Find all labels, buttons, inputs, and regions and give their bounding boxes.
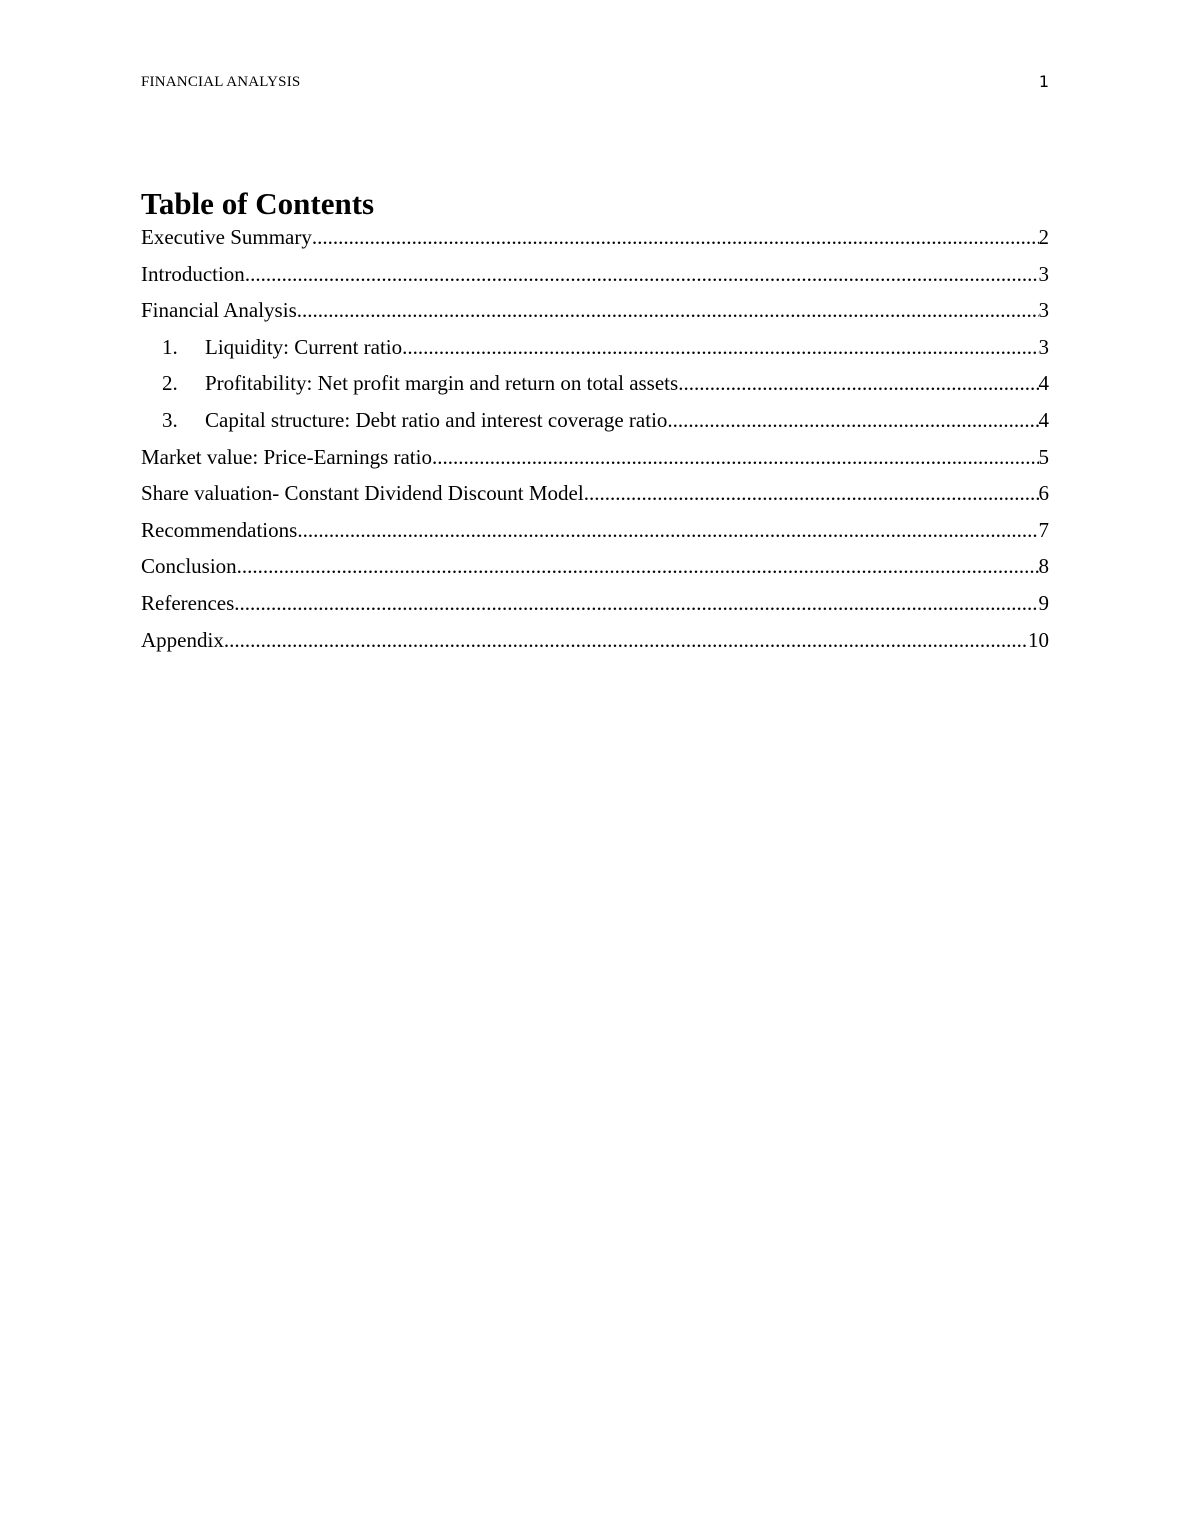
toc-entry-page: 4 <box>1038 371 1049 396</box>
toc-dot-leader <box>297 516 1038 544</box>
toc-entry-financial-analysis[interactable] <box>141 296 1049 333</box>
toc-entry-text: Profitability: Net profit margin and return on total assets <box>205 371 679 396</box>
toc-entry-number: 1. <box>162 334 178 359</box>
table-of-contents <box>141 223 1049 662</box>
toc-title: Table of Contents <box>141 186 375 221</box>
toc-entry-text: Capital structure: Debt ratio and interest coverage ratio <box>205 407 668 432</box>
toc-dot-leader <box>432 443 1039 471</box>
toc-entry-page: 10 <box>1028 627 1049 652</box>
running-head: FINANCIAL ANALYSIS <box>141 74 301 90</box>
toc-entry-page: 9 <box>1038 590 1049 615</box>
toc-entry-conclusion[interactable] <box>141 552 1049 589</box>
toc-dot-leader <box>312 223 1039 251</box>
toc-entry-page: 2 <box>1038 225 1049 249</box>
toc-dot-leader <box>234 589 1038 617</box>
toc-entry-market-value[interactable] <box>141 443 1049 480</box>
toc-dot-leader <box>584 479 1039 507</box>
toc-entry-page: 5 <box>1038 444 1049 469</box>
toc-entry-page: 7 <box>1038 517 1049 542</box>
toc-dot-leader <box>224 626 1028 654</box>
toc-entry-appendix[interactable] <box>141 626 1049 663</box>
toc-entry-text: Executive Summary <box>141 225 312 249</box>
toc-entry-page: 8 <box>1038 554 1049 579</box>
toc-dot-leader <box>237 552 1039 580</box>
toc-dot-leader <box>667 406 1038 434</box>
page-number: 1 <box>1038 72 1049 91</box>
toc-entry-page: 3 <box>1038 261 1049 286</box>
toc-entry-text: Share valuation- Constant Dividend Discount Model <box>141 481 584 506</box>
toc-entry-text: Appendix <box>141 627 224 652</box>
toc-entry-page: 3 <box>1038 334 1049 359</box>
toc-entry-text: Introduction <box>141 261 245 286</box>
toc-entry-page: 4 <box>1038 407 1049 432</box>
toc-entry-text: Market value: Price-Earnings ratio <box>141 444 432 469</box>
toc-entry-number: 3. <box>162 407 178 432</box>
toc-entry-text: Financial Analysis <box>141 298 297 323</box>
toc-dot-leader <box>245 260 1039 288</box>
toc-entry-references[interactable] <box>141 589 1049 626</box>
toc-entry-number: 2. <box>162 371 178 396</box>
toc-entry-profitability[interactable] <box>141 369 1049 406</box>
toc-dot-leader <box>678 369 1038 397</box>
toc-entry-text: Conclusion <box>141 554 237 579</box>
toc-dot-leader <box>297 296 1039 324</box>
toc-entry-share-valuation[interactable] <box>141 479 1049 516</box>
toc-entry-page: 6 <box>1038 481 1049 506</box>
toc-entry-text: Liquidity: Current ratio <box>205 334 403 359</box>
toc-entry-executive-summary[interactable] <box>141 223 1049 260</box>
toc-entry-text: Recommendations <box>141 517 298 542</box>
toc-entry-recommendations[interactable] <box>141 516 1049 553</box>
toc-entry-liquidity[interactable] <box>141 333 1049 370</box>
toc-entry-introduction[interactable] <box>141 260 1049 297</box>
toc-entry-page: 3 <box>1038 298 1049 323</box>
toc-entry-capital-structure[interactable] <box>141 406 1049 443</box>
toc-entry-text: References <box>141 590 235 615</box>
toc-dot-leader <box>402 333 1038 361</box>
